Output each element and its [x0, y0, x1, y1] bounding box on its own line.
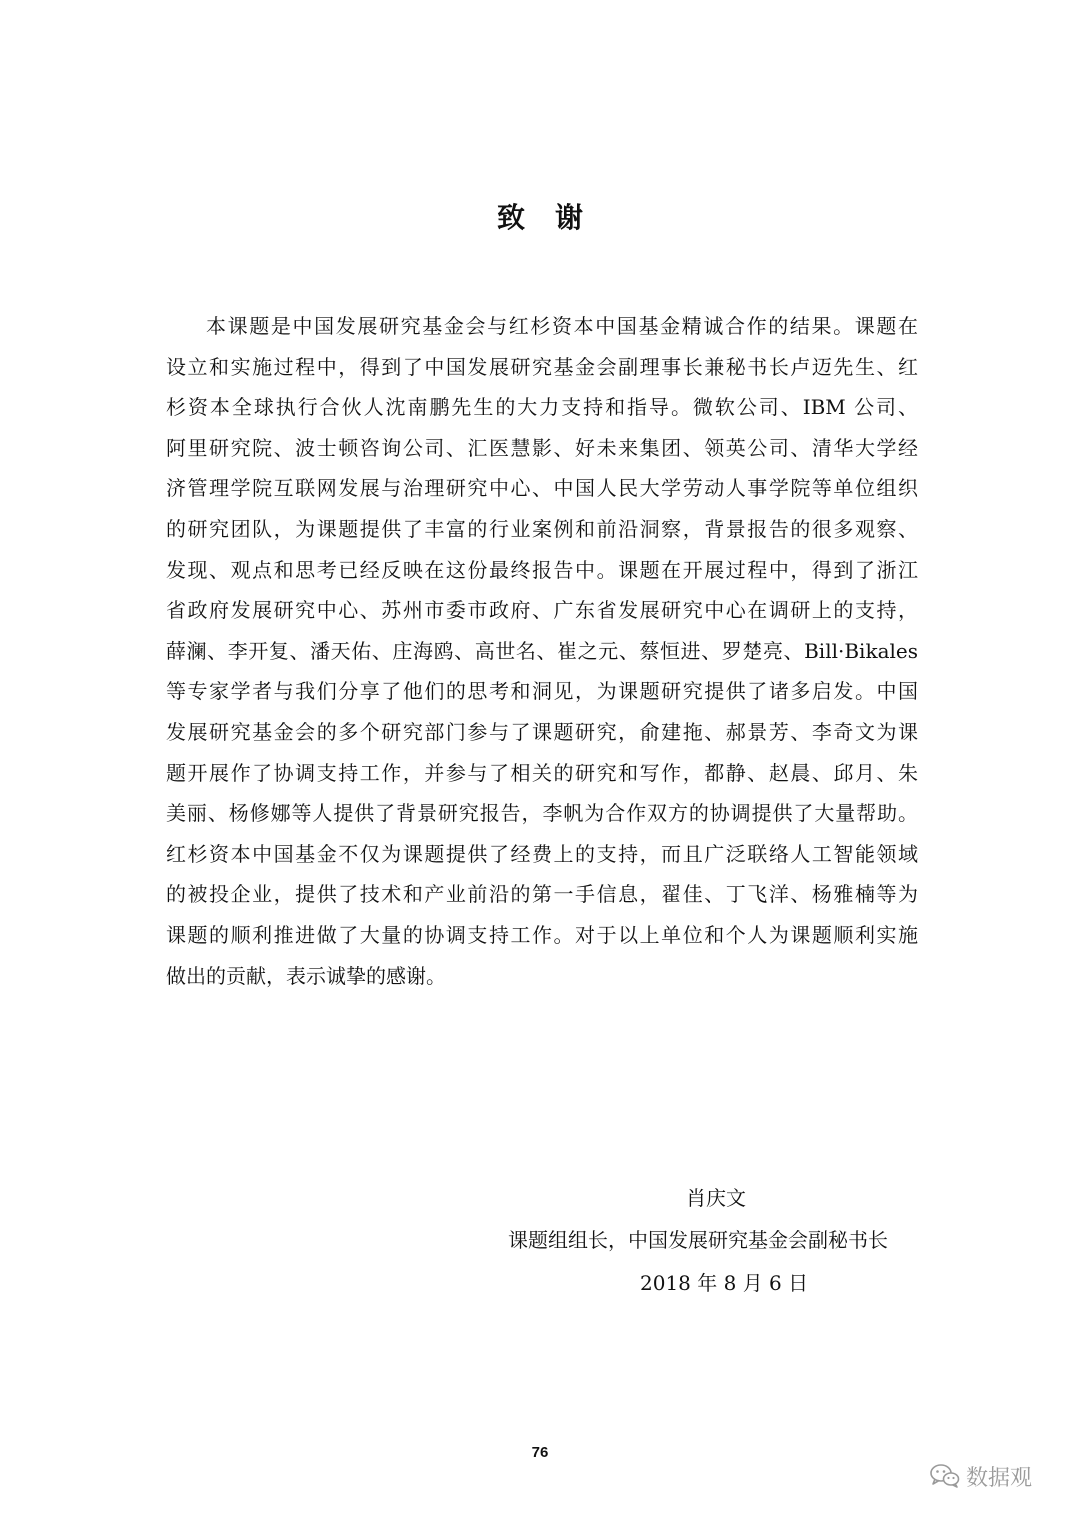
- body-line: 本课题是中国发展研究基金会与红杉资本中国基金精诚合作的结果。课题在: [206, 314, 918, 338]
- body-line: 美丽、杨修娜等人提供了背景研究报告，李帆为合作双方的协调提供了大量帮助。: [166, 801, 918, 825]
- body-line: 的被投企业，提供了技术和产业前沿的第一手信息，翟佳、丁飞洋、杨雅楠等为: [166, 882, 918, 906]
- body-line: 题开展作了协调支持工作，并参与了相关的研究和写作，都静、赵晨、邱月、朱: [166, 761, 918, 785]
- body-line: 杉资本全球执行合伙人沈南鹏先生的大力支持和指导。微软公司、IBM 公司、: [166, 395, 918, 419]
- watermark-text: 数据观: [966, 1465, 1033, 1491]
- body-line: 等专家学者与我们分享了他们的思考和洞见，为课题研究提供了诸多启发。中国: [166, 679, 918, 703]
- body-line: 的研究团队，为课题提供了丰富的行业案例和前沿洞察，背景报告的很多观察、: [166, 517, 918, 541]
- page-number: 76: [531, 1444, 549, 1461]
- wechat-icon: [930, 1463, 960, 1489]
- body-line: 发现、观点和思考已经反映在这份最终报告中。课题在开展过程中，得到了浙江: [166, 558, 918, 582]
- page-title: 致谢: [496, 201, 613, 234]
- body-line: 设立和实施过程中，得到了中国发展研究基金会副理事长兼秘书长卢迈先生、红: [166, 355, 918, 379]
- body-line: 课题的顺利推进做了大量的协调支持工作。对于以上单位和个人为课题顺利实施: [166, 923, 918, 947]
- body-line: 薛澜、李开复、潘天佑、庄海鸥、高世名、崔之元、蔡恒进、罗楚亮、Bill·Bikales: [166, 639, 918, 663]
- signature-date: 2018 年 8 月 6 日: [640, 1271, 809, 1295]
- body-line: 济管理学院互联网发展与治理研究中心、中国人民大学劳动人事学院等单位组织: [166, 476, 918, 500]
- body-line: 省政府发展研究中心、苏州市委市政府、广东省发展研究中心在调研上的支持，: [166, 598, 918, 622]
- signature-name: 肖庆文: [686, 1186, 746, 1210]
- body-line: 做出的贡献，表示诚挚的感谢。: [166, 964, 446, 988]
- body-line: 阿里研究院、波士顿咨询公司、汇医慧影、好未来集团、领英公司、清华大学经: [166, 436, 918, 460]
- body-line: 发展研究基金会的多个研究部门参与了课题研究，俞建拖、郝景芳、李奇文为课: [166, 720, 918, 744]
- body-line: 红杉资本中国基金不仅为课题提供了经费上的支持，而且广泛联络人工智能领域: [166, 842, 918, 866]
- signature-position: 课题组组长，中国发展研究基金会副秘书长: [508, 1228, 888, 1252]
- watermark: [930, 1456, 1032, 1496]
